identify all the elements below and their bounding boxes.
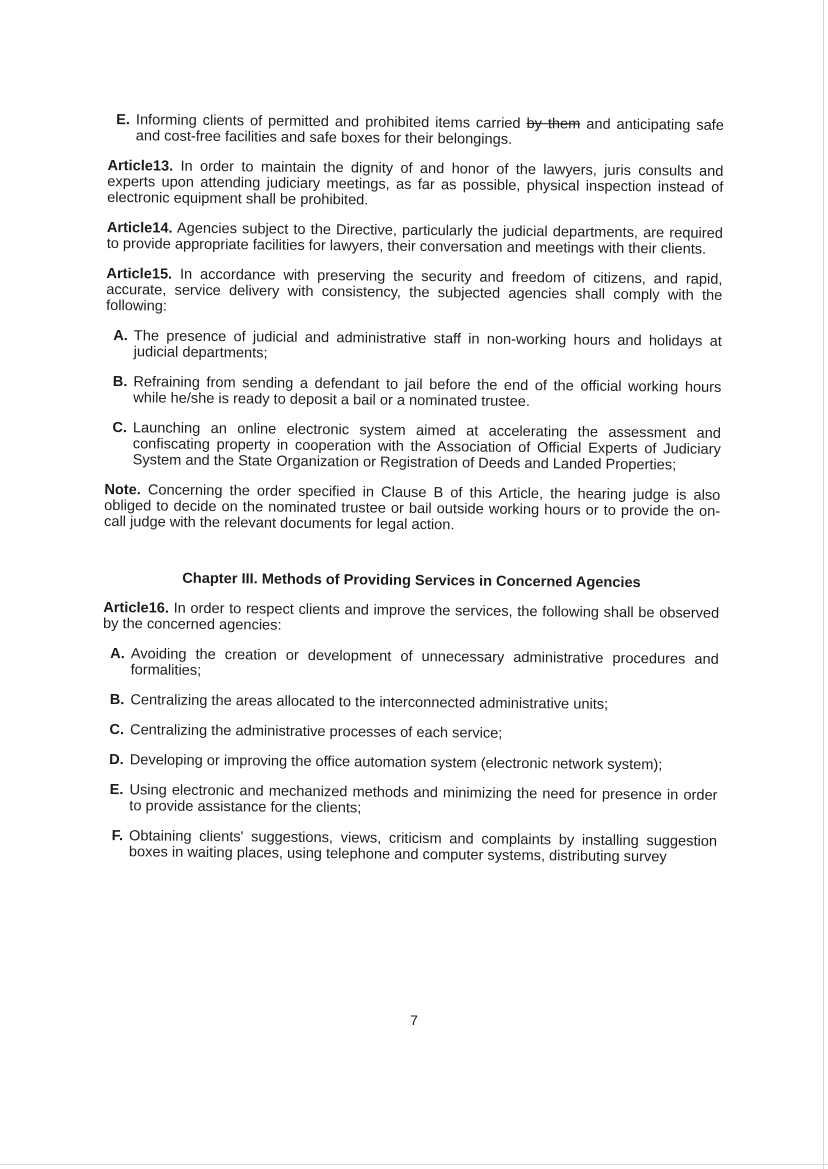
list-item-e-top [108,112,724,150]
article-label: Article15. [106,265,173,283]
struck-text: by them [526,116,581,133]
article-16 [103,600,719,638]
article-16-item-a [103,646,719,684]
note-label: Note. [104,481,141,499]
list-text: The presence of judicial and administrative staff in non-working hours and holidays at judicial departments; [133,328,722,362]
note [104,482,720,536]
list-text: Avoiding the creation or development of unnecessary administrative procedures and formalities; [130,646,719,679]
article-14 [107,220,723,258]
list-letter: F. [111,828,124,845]
text-before: Informing clients of permitted and prohibited items carried [135,112,527,133]
document-body [101,112,724,880]
article-15-item-b [105,374,721,412]
article-16-item-e [101,782,717,820]
list-text: Centralizing the areas allocated to the interconnected administrative units; [130,692,609,713]
note-text: Concerning the order specified in Clause B of this Article, the hearing judge is also obliged to decide on the nominated trustee or bail outside working hours or to provide the on-call judge with the relevant documents for legal action. [103,482,721,534]
list-text: Centralizing the administrative processes of each service; [129,722,503,742]
article-16-item-b [102,692,718,714]
list-text: Launching an online electronic system aimed at accelerating the assessment and confiscating property in cooperation with the Association of Official Experts of Judiciary System and the State Organization or Registration of Deeds and Landed Properties; [132,420,722,474]
article-13 [107,158,723,212]
article-text: In order to maintain the dignity of and honor of the lawyers, juris consults and experts upon attending judiciary meetings, as far as possible, physical inspection instead of electronic equipment shall be prohibited. [107,158,724,209]
page-edge-right [823,0,824,1169]
article-16-item-c [102,722,718,744]
article-15 [106,266,722,320]
list-text: Using electronic and mechanized methods and minimizing the need for presence in order to provide assistance for the clients; [129,782,718,817]
list-letter: C. [109,722,125,739]
article-15-item-c [105,420,721,474]
list-text: Developing or improving the office automation system (electronic network system); [129,752,663,774]
list-text [136,112,724,150]
list-text: Obtaining clients' suggestions, views, criticism and complaints by installing suggestion boxes in waiting places, using telephone and computer systems, distributing survey [128,828,718,866]
list-letter: C. [112,420,128,437]
article-16-item-f [101,828,717,866]
list-letter: D. [109,752,124,769]
list-letter: A. [110,646,125,663]
text-after: and anticipating safe and cost-free facilities and safe boxes for their belongings. [135,116,724,148]
list-letter: A. [113,328,128,345]
article-text: Agencies subject to the Directive, particularly the judicial departments, are required to provide appropriate facilities for lawyers, their conversation and meetings with their clients. [106,220,723,258]
list-letter: B. [112,374,128,391]
list-letter: E. [109,782,124,799]
page-edge-bottom [0,1164,828,1165]
article-16-item-d [102,752,718,774]
article-text: In order to respect clients and improve the services, the following shall be observed by the concerned agencies: [103,600,720,634]
list-letter: E. [116,112,130,129]
article-label: Article13. [107,157,174,175]
article-text: In accordance with preserving the security and freedom of citizens, and rapid, accurate, service delivery with consistency, the subjected agencies shall comply with the following: [106,266,723,315]
article-label: Article16. [103,599,170,617]
list-text: Refraining from sending a defendant to jail before the end of the official working hours while he/she is ready to deposit a bail or a nominated trustee. [133,374,722,411]
article-label: Article14. [106,219,173,237]
list-letter: B. [109,692,125,709]
page-number: 7 [410,1012,418,1028]
article-15-item-a [106,328,722,366]
chapter-heading: Chapter III. Methods of Providing Services in Concerned Agencies [182,570,641,592]
